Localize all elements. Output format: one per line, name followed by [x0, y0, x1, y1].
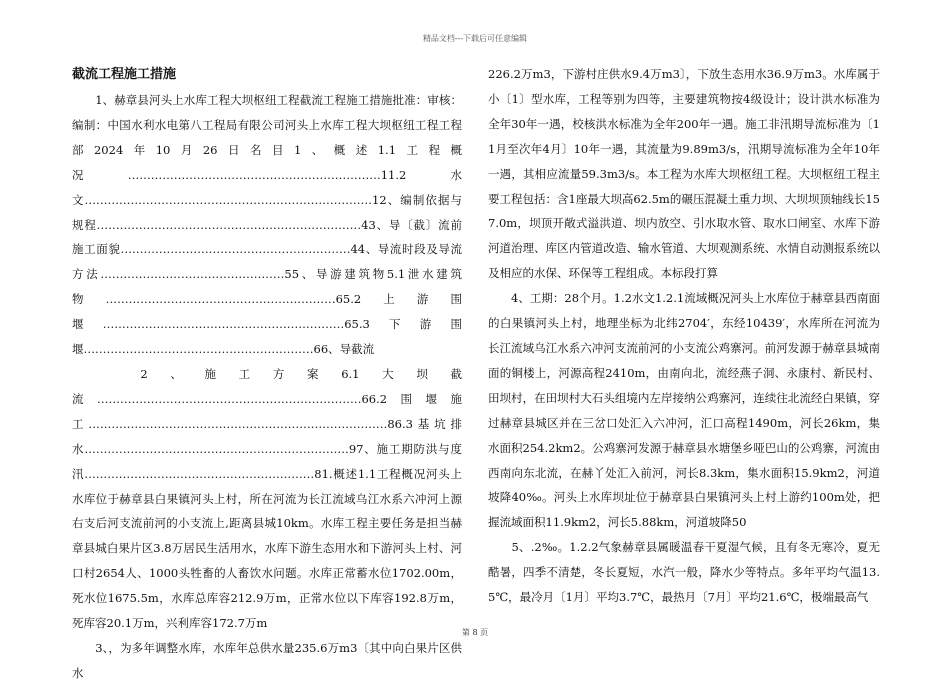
right-column [488, 62, 880, 610]
page-number: 第 8 页 [461, 628, 489, 637]
paragraph: 226.2万m3，下游村庄供水9.4万m3〕，下放生态用水36.9万m3。水库属于小〔1〕型水库，工程等别为四等，主要建筑物按4级设计；设计洪水标准为全年30年一遇，校核洪水标准为全年200年一遇。施工非汛期导流标准为〔11月至次年4月〕10年一遇，其流量为9.89m3/s，汛期导流标准为全年10年一遇，其相应流量59.3m3/s。本工程为水库大坝枢纽工程。大坝枢纽工程主要工程包括：含1座最大坝高62.5m的碾压混凝土重力坝、大坝坝顶轴线长157.0m，坝顶开敞式溢洪道、坝内放空、引水取水管、取水口闸室、水库下游河道治理、库区内管道改造、输水管道、大坝观测系统、水情自动测报系统以及相应的水保、环保等工程组成。本标段打算 [488, 67, 880, 281]
paragraph: 5、.2‰。1.2.2气象赫章县属暖温春干夏湿气候，且有冬无寒冷，夏无酷暑，四季不清楚，冬长夏短，水汽一般，降水少等特点。多年平均气温13.5℃，最冷月〔1月〕平均3.7℃，最热月〔7月〕平均21.6℃，极端最高气 [488, 540, 880, 605]
paragraph: 4、工期：28个月。1.2水文1.2.1流域概况河头上水库位于赫章县西南面的白果镇河头上村，地理坐标为北纬2704′，东经10439′，水库所在河流为长江流域乌江水系六冲河支流前河的小支流公鸡寨河。前河发源于赫章县城南面的铜楼上，河源高程2410m，由南向北，流经燕子洞、永康村、新民村、田坝村，在田坝村大石头组境内左岸接纳公鸡寨河，连续往北流经白果镇，穿过赫章县城区并在三岔口处汇入六冲河，汇口高程1490m，河长26km，集水面积254.2km2。公鸡寨河发源于赫章县水塘堡乡哑巴山的公鸡寨，河流由西南向东北流，在赫丫处汇入前河，河长8.3km，集水面积15.9km2，河道坡降40‰。河头上水库坝址位于赫章县白果镇河头上村上游约100m处，把握流域面积11.9km2，河长5.88km，河道坡降50 [488, 291, 880, 530]
left-column [72, 62, 462, 686]
paragraph: 1、赫章县河头上水库工程大坝枢纽工程截流工程施工措施批准：审核：编制：中国水利水电第八工程局有限公司河头上水库工程大坝枢纽工程工程部2024年10月26日名目1、概述1.1工程概况…………………………………………………………11.2水文…………………………………………………………………12、编制依据与规程……………………………………………………………43、导〔截〕流前施工面貌……………………………………………………44、导流时段及导流方法…………………………………………55、导游建筑物5.1泄水建筑物……………………………………………………65.2上游围堰………………………………………………………65.3下游围堰……………………………………………………66、导截流 [72, 93, 462, 357]
paragraph: 2、施工方案6.1大坝截流……………………………………………………………66.2围堰施工……………………………………………………………………86.3基坑排水……………………………………………………………97、施工期防洪与度汛……………………………………………………81.概述1.1工程概况河头上水库位于赫章县白果镇河头上村，所在河流为长江流域乌江水系六冲河上源右支后河支流前河的小支流上,距离县城10km。水库工程主要任务是担当赫章县城白果片区3.8万居民生活用水，水库下游生态用水和下游河头上村、河口村2654人、1000头牲畜的人畜饮水问题。水库正常蓄水位1702.00m，死水位1675.5m，水库总库容212.9万m，正常水位以下库容192.8万m，死库容20.1万m，兴利库容172.7万m [72, 366, 462, 631]
page-header: 精品文档---下载后可任意编辑 [422, 34, 528, 43]
document-title: 截流工程施工措施 [72, 67, 177, 82]
paragraph: 3、，为多年调整水库，水库年总供水量235.6万m3〔其中向白果片区供水 [72, 640, 462, 680]
